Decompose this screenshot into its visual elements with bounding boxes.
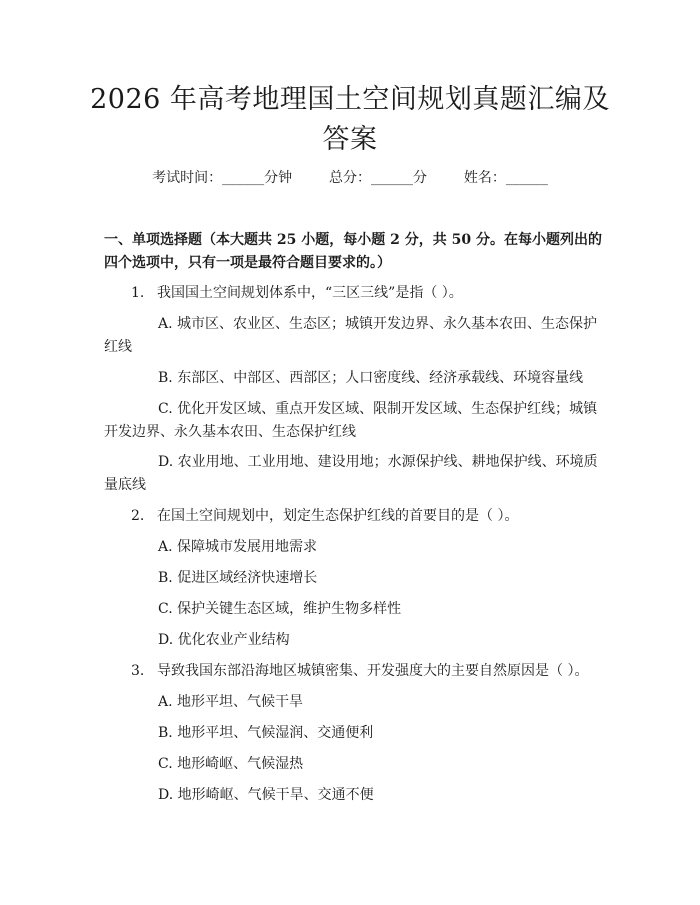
q1-option-a: A. 城市区、农业区、生态区；城镇开发边界、永久基本农田、生态保护 <box>158 316 598 332</box>
q2-option-b: B. 促进区域经济快速增长 <box>158 570 318 586</box>
q3-option-c: C. 地形崎岖、气候湿热 <box>158 756 304 772</box>
total-score-label: 总分： <box>329 170 371 186</box>
q1-option-a-continued: 红线 <box>104 339 132 355</box>
question-3 <box>131 661 588 681</box>
student-name-field <box>464 168 548 188</box>
q3-option-b: B. 地形平坦、气候湿润、交通便利 <box>158 725 374 741</box>
exam-time-field <box>152 168 292 188</box>
student-name-blank: ______ <box>505 170 548 186</box>
document-title: 2026 年高考地理国土空间规划真题汇编及答案 <box>90 84 610 155</box>
student-name-label: 姓名： <box>463 170 506 186</box>
question-1 <box>131 283 463 303</box>
q2-option-d: D. 优化农业产业结构 <box>158 632 290 648</box>
question-number: 2. <box>131 508 145 524</box>
q3-option-a: A. 地形平坦、气候干旱 <box>158 694 304 710</box>
q1-option-d: D. 农业用地、工业用地、建设用地；水源保护线、耕地保护线、环境质 <box>158 454 598 470</box>
question-stem: 我国国土空间规划体系中，“三区三线”是指（ ）。 <box>157 285 463 301</box>
question-stem: 在国土空间规划中，划定生态保护红线的首要目的是（ ）。 <box>157 508 519 524</box>
exam-info-row <box>0 168 700 188</box>
exam-time-unit: 分钟 <box>264 170 293 186</box>
exam-time-blank: ______ <box>222 170 265 186</box>
total-score-unit: 分 <box>413 170 427 186</box>
question-number: 3. <box>131 663 145 679</box>
q2-option-c: C. 保护关键生态区域，维护生物多样性 <box>158 601 402 617</box>
total-score-blank: ______ <box>371 170 413 186</box>
q1-option-b: B. 东部区、中部区、西部区；人口密度线、经济承载线、环境容量线 <box>158 370 584 386</box>
q1-option-d-continued: 量底线 <box>104 477 146 493</box>
section-heading: 一、单项选择题（本大题共 25 小题，每小题 2 分，共 50 分。在每小题列出的四个选项中，只有一项是最符合题目要求的。） <box>104 232 602 271</box>
exam-time-label: 考试时间： <box>152 170 223 186</box>
q2-option-a: A. 保障城市发展用地需求 <box>158 539 318 555</box>
question-stem: 导致我国东部沿海地区城镇密集、开发强度大的主要自然原因是（ ）。 <box>157 663 589 679</box>
total-score-field <box>329 168 427 188</box>
q1-option-c: C. 优化开发区域、重点开发区域、限制开发区域、生态保护红线；城镇 <box>158 401 598 417</box>
question-2 <box>131 506 518 526</box>
question-number: 1. <box>131 285 145 301</box>
q1-option-c-continued: 开发边界、永久基本农田、生态保护红线 <box>104 424 356 440</box>
q3-option-d: D. 地形崎岖、气候干旱、交通不便 <box>158 787 374 803</box>
